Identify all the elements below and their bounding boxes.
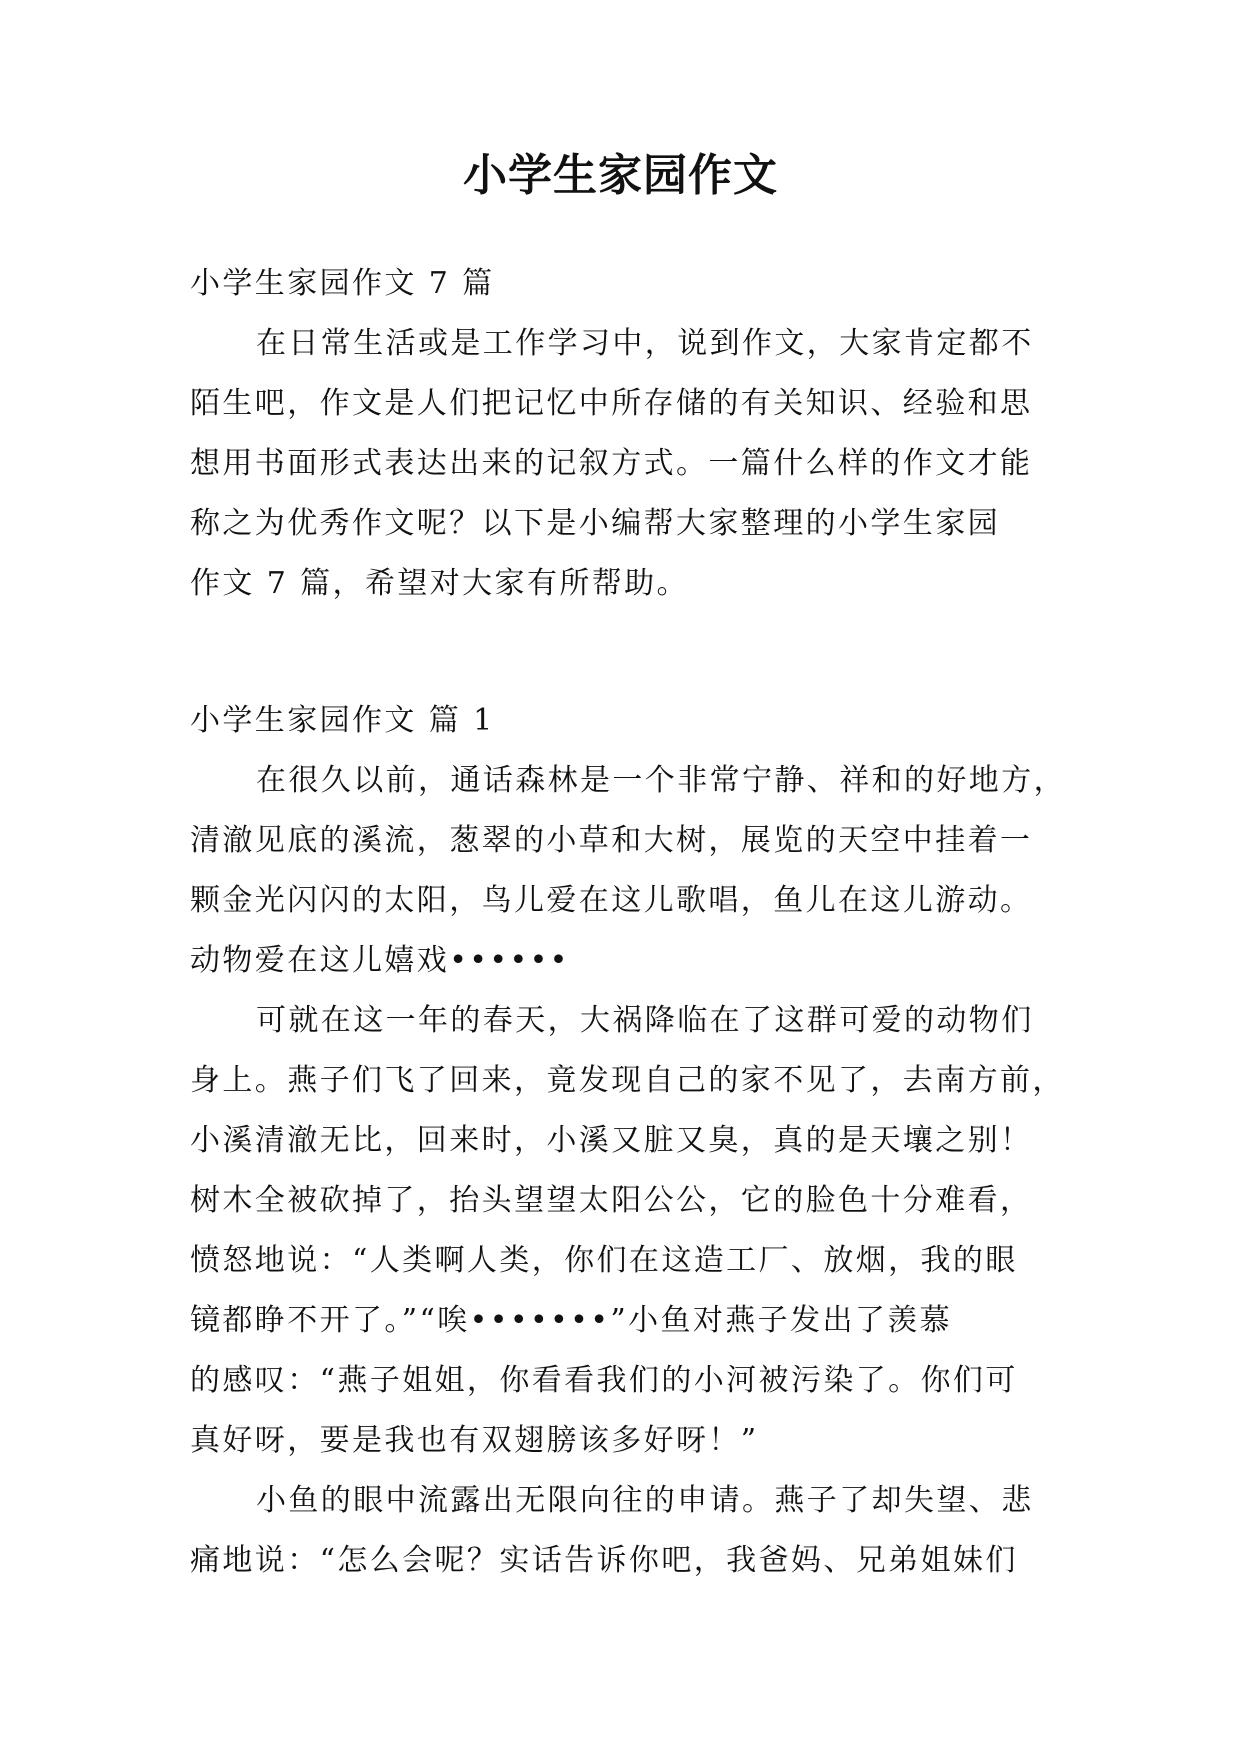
paragraph-line: 清澈见底的溪流，葱翠的小草和大树，展览的天空中挂着一 bbox=[190, 823, 1033, 858]
paragraph-line: 的感叹：“燕子姐姐，你看看我们的小河被污染了。你们可 bbox=[190, 1363, 1018, 1398]
paragraph-line: 愤怒地说：“人类啊人类，你们在这造工厂、放烟，我的眼 bbox=[190, 1243, 1018, 1278]
paragraph-line: 想用书面形式表达出来的记叙方式。一篇什么样的作文才能 bbox=[190, 446, 1033, 481]
paragraph-line: 陌生吧，作文是人们把记忆中所存储的有关知识、经验和思 bbox=[190, 386, 1033, 421]
intro-block bbox=[190, 254, 1060, 614]
intro-heading: 小学生家园作文 7 篇 bbox=[190, 266, 495, 301]
paragraph-line: 在日常生活或是工作学习中，说到作文，大家肯定都不 bbox=[256, 326, 1034, 361]
paragraph-line: 身上。燕子们飞了回来，竟发现自己的家不见了，去南方前， bbox=[190, 1063, 1065, 1098]
paragraph-line: 树木全被砍掉了，抬头望望太阳公公，它的脸色十分难看， bbox=[190, 1183, 1033, 1218]
section-1-block bbox=[190, 691, 1066, 1591]
section-heading: 小学生家园作文 篇 1 bbox=[190, 703, 495, 738]
paragraph-line: 可就在这一年的春天，大祸降临在了这群可爱的动物们 bbox=[256, 1003, 1034, 1038]
paragraph-line: 动物爱在这儿嬉戏•••••• bbox=[190, 943, 570, 978]
paragraph-line: 在很久以前，通话森林是一个非常宁静、祥和的好地方， bbox=[256, 763, 1066, 798]
paragraph-line: 作文 7 篇，希望对大家有所帮助。 bbox=[190, 566, 689, 601]
paragraph-line: 痛地说：“怎么会呢？实话告诉你吧，我爸妈、兄弟姐妹们 bbox=[190, 1543, 1018, 1578]
paragraph-line: 真好呀，要是我也有双翅膀该多好呀！” bbox=[190, 1423, 759, 1458]
paragraph-line: 称之为优秀作文呢？以下是小编帮大家整理的小学生家园 bbox=[190, 506, 1000, 541]
paragraph-line: 小溪清澈无比，回来时，小溪又脏又臭，真的是天壤之别！ bbox=[190, 1123, 1033, 1158]
document-title: 小学生家园作文 bbox=[463, 150, 778, 201]
paragraph-line: 颗金光闪闪的太阳，鸟儿爱在这儿歌唱，鱼儿在这儿游动。 bbox=[190, 883, 1033, 918]
paragraph-line: 小鱼的眼中流露出无限向往的申请。燕子了却失望、悲 bbox=[256, 1483, 1034, 1518]
paragraph-line: 镜都睁不开了。”“唉•••••••”小鱼对燕子发出了羡慕 bbox=[190, 1303, 953, 1338]
